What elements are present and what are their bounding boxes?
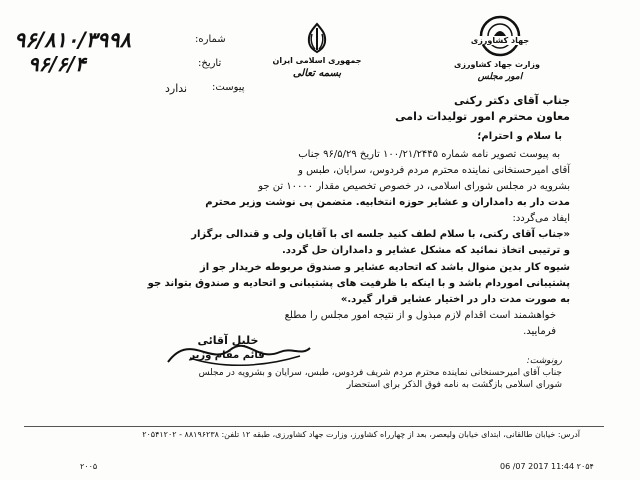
fax-page-number: ۲۰۰۵ xyxy=(80,462,98,471)
republic-title: جمهوری اسلامی ایران xyxy=(272,56,362,65)
letter-date-value: ۹۶/۶/۴ xyxy=(28,52,86,76)
attachment-label: پیوست: xyxy=(212,82,245,93)
cc-label: رونوشت: xyxy=(526,356,562,366)
para1-line-4: مدت دار به دامداران و عشایر حوزه انتخابیه. متضمن پی نوشت وزیر محترم xyxy=(205,197,570,208)
footer-divider xyxy=(24,426,604,427)
request-line-1: خواهشمند است اقدام لازم مبذول و از نتیجه امور مجلس را مطلع xyxy=(284,310,556,321)
quote-line-3: شیوه کار بدین منوال باشد که اتحادیه عشایر و صندوق مربوطه خریدار جو از xyxy=(199,262,570,273)
ministry-badge-text: جهاد کشاورزی xyxy=(470,36,530,45)
letter-date-label: تاریخ: xyxy=(198,58,222,69)
para1-line-3: بشرویه در مجلس شورای اسلامی، در خصوص تخصیص مقدار ۱۰۰۰۰ تن جو xyxy=(258,181,570,192)
greeting: با سلام و احترام؛ xyxy=(477,131,562,142)
para1-line-2: آقای امیرحسنخانی نماینده محترم مردم فردوس، سرایان، طبس و xyxy=(298,165,570,176)
quote-line-2: و ترتیبی اتخاذ نمائید که مشکل عشایر و دامداران حل گردد. xyxy=(282,245,570,256)
letter-number-label: شماره: xyxy=(195,34,226,45)
signature-mark xyxy=(160,322,320,372)
signer-title: قائم مقام وزیر xyxy=(189,350,265,361)
cc-line-1: جناب آقای امیرحسنخانی نماینده محترم مردم شریف فردوس، طبس، سرایان و بشرویه در مجلس xyxy=(198,368,562,378)
addressee-title: معاون محترم امور تولیدات دامی xyxy=(395,110,570,123)
para1-line-1: به پیوست تصویر نامه شماره ۱۰۰/۲۱/۲۴۴۵ تاریخ ۹۶/۵/۲۹ جناب xyxy=(298,149,560,160)
para1-line-5: ایفاد می‌گردد: xyxy=(512,213,570,224)
quote-line-1: «جناب آقای رکنی، با سلام لطف کنید جلسه ای با آقایان ولی و قندالی برگزار xyxy=(191,229,570,240)
basmala-text: بسمه تعالی xyxy=(292,68,342,79)
ministry-name: وزارت جهاد کشاورزی xyxy=(453,60,540,69)
letter-number-value: ۹۶/۸۱۰/۳۹۹۸ xyxy=(14,28,131,52)
signer-name: خلیل آقائی xyxy=(197,334,259,347)
quote-line-5: به صورت مدت دار در اختیار عشایر قرار گیرد.» xyxy=(340,294,570,305)
quote-line-4: پشتیبانی اموردام باشد و با اینکه با ظرفیت های پشتیبانی و اتحادیه و صندوق بتواند جو xyxy=(147,278,570,289)
cc-line-2: شورای اسلامی بازگشت به نامه فوق الذکر برای استحضار xyxy=(346,380,562,390)
request-line-2: فرمایید. xyxy=(523,326,556,337)
addressee-name: جناب آقای دکتر رکنی xyxy=(454,94,570,107)
attachment-value: ندارد xyxy=(165,82,188,95)
fax-header-stamp: 06 /07 2017 11:44 ۲۰۵۴ xyxy=(500,462,594,471)
footer-address: آدرس: خیابان طالقانی، ابتدای خیابان ولیعصر، بعد از چهارراه کشاورز، وزارت جهاد کشاورزی، طبقه ۱۲ تلفن: ۸۸۱۹۶۲۳۸ - ۲۰۵۴۱۲۰۲ xyxy=(142,430,580,439)
ministry-department: امور مجلس xyxy=(477,72,523,82)
iran-emblem-icon xyxy=(302,22,332,54)
